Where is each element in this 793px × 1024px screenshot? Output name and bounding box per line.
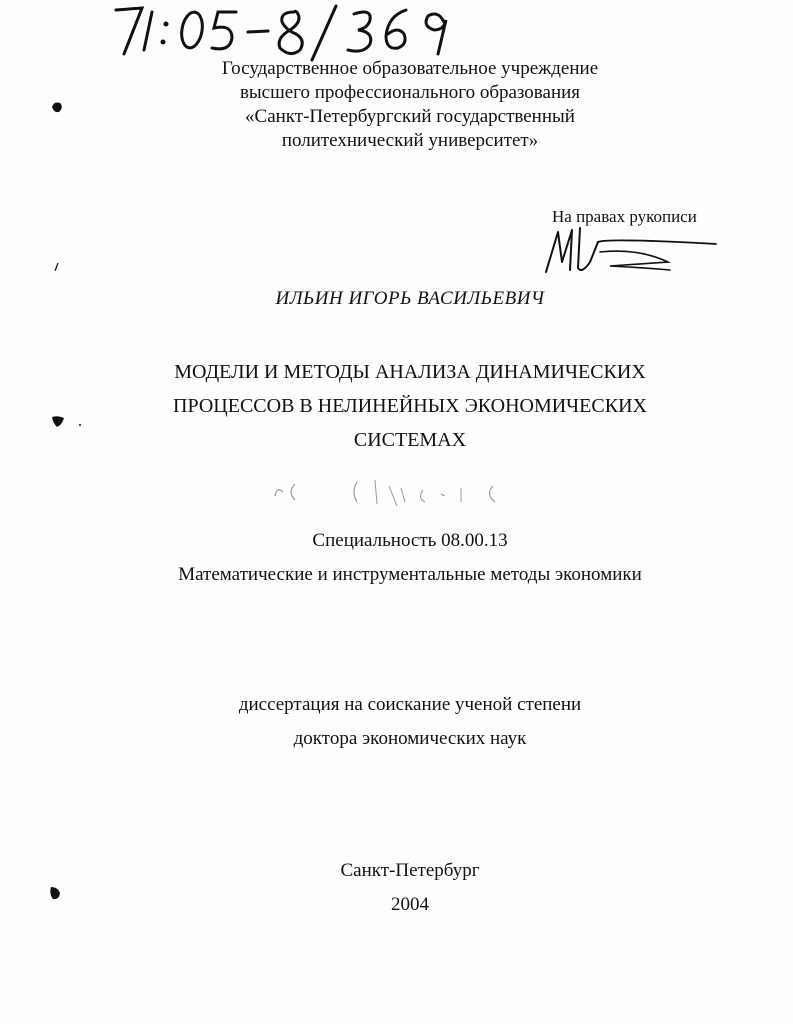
dissertation-title <box>120 355 700 457</box>
author-signature <box>538 222 723 280</box>
archive-code-graphic <box>108 2 468 62</box>
specialty-code: Специальность 08.00.13 <box>312 530 508 551</box>
faded-stamp-marks <box>265 472 515 512</box>
institution-line: Государственное образовательное учреждение <box>221 58 599 79</box>
binding-hole-mark <box>50 100 64 114</box>
institution-line: политехнический университет» <box>281 130 539 151</box>
faded-stamp-graphic <box>265 472 515 512</box>
signature-graphic <box>538 222 723 280</box>
archive-code-handwritten <box>108 2 468 62</box>
binding-hole-mark <box>50 413 66 429</box>
institution-line: высшего профессионального образования <box>239 82 581 103</box>
scan-speck-mark <box>54 258 60 266</box>
title-line: ПРОЦЕССОВ В НЕЛИНЕЙНЫХ ЭКОНОМИЧЕСКИХ <box>173 395 647 417</box>
institution-header <box>150 57 670 153</box>
specialty-name: Математические и инструментальные методы экономики <box>178 564 642 585</box>
scan-speck-mark <box>78 414 82 418</box>
degree-statement <box>150 688 670 756</box>
degree-line: доктора экономических наук <box>293 728 527 749</box>
author-name: ИЛЬИН ИГОРЬ ВАСИЛЬЕВИЧ <box>275 288 545 309</box>
year: 2004 <box>391 894 429 915</box>
manuscript-rights-note: На правах рукописи <box>552 207 697 226</box>
city: Санкт-Петербург <box>340 860 480 881</box>
institution-line: «Санкт-Петербургский государственный <box>245 106 575 127</box>
degree-line: диссертация на соискание ученой степени <box>238 694 582 715</box>
title-line: СИСТЕМАХ <box>353 429 467 451</box>
binding-hole-mark <box>48 885 62 901</box>
title-line: МОДЕЛИ И МЕТОДЫ АНАЛИЗА ДИНАМИЧЕСКИХ <box>174 361 646 383</box>
